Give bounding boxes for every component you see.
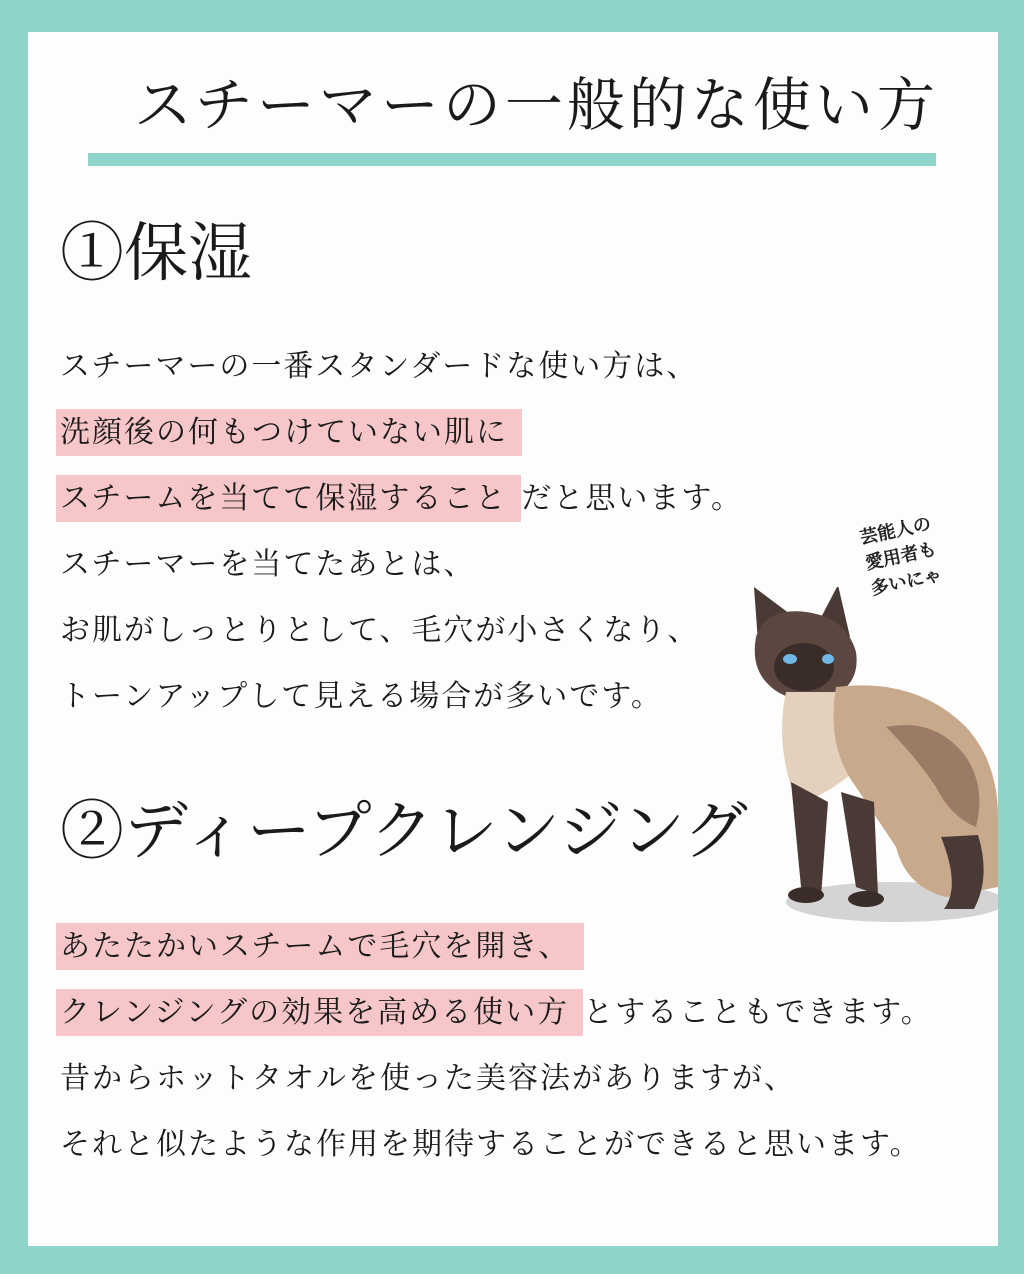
page-title: スチーマーの一般的な使い方: [134, 71, 939, 139]
body-line: [60, 334, 743, 400]
cat-note-line: 多いにゃ: [869, 564, 944, 600]
body-line: [60, 914, 933, 980]
body-line: [60, 1046, 933, 1112]
plain-text: とすることもできます。: [583, 995, 933, 1030]
body-line: [60, 1112, 933, 1178]
section-heading-deep-cleansing: ②ディープクレンジング: [60, 795, 748, 869]
cat-note-line: 愛用者も: [863, 538, 939, 575]
plain-text: スチーマーの一番スタンダードな使い方は、: [60, 349, 699, 384]
siamese-cat-illustration: [746, 587, 998, 922]
plain-text: トーンアップして見える場合が多いです。: [60, 679, 663, 714]
plain-text: それと似たような作用を期待することができると思います。: [60, 1127, 922, 1162]
plain-text: だと思います。: [521, 481, 744, 516]
cat-icon: [754, 587, 998, 922]
content-card: [28, 32, 998, 1246]
highlighted-text: あたたかいスチームで毛穴を開き、: [56, 923, 584, 970]
body-line: [60, 598, 743, 664]
body-line: [60, 664, 743, 730]
section-heading-moisturize: ①保湿: [60, 217, 252, 291]
body-line: [60, 466, 743, 532]
cat-note-line: 芸能人の: [858, 513, 933, 549]
body-line: [60, 532, 743, 598]
plain-text: お肌がしっとりとして、毛穴が小さくなり、: [60, 613, 700, 648]
highlighted-text: スチームを当てて保湿すること: [56, 475, 521, 522]
section-body-deep-cleansing: [60, 914, 933, 1178]
title-underline: [88, 153, 936, 166]
body-line: [60, 980, 933, 1046]
highlighted-text: クレンジングの効果を高める使い方: [56, 989, 583, 1036]
plain-text: 昔からホットタオルを使った美容法がありますが、: [60, 1061, 796, 1096]
section-body-moisturize: [60, 334, 743, 730]
plain-text: スチーマーを当てたあとは、: [60, 547, 476, 582]
highlighted-text: 洗顔後の何もつけていない肌に: [56, 409, 522, 456]
body-line: [60, 400, 743, 466]
